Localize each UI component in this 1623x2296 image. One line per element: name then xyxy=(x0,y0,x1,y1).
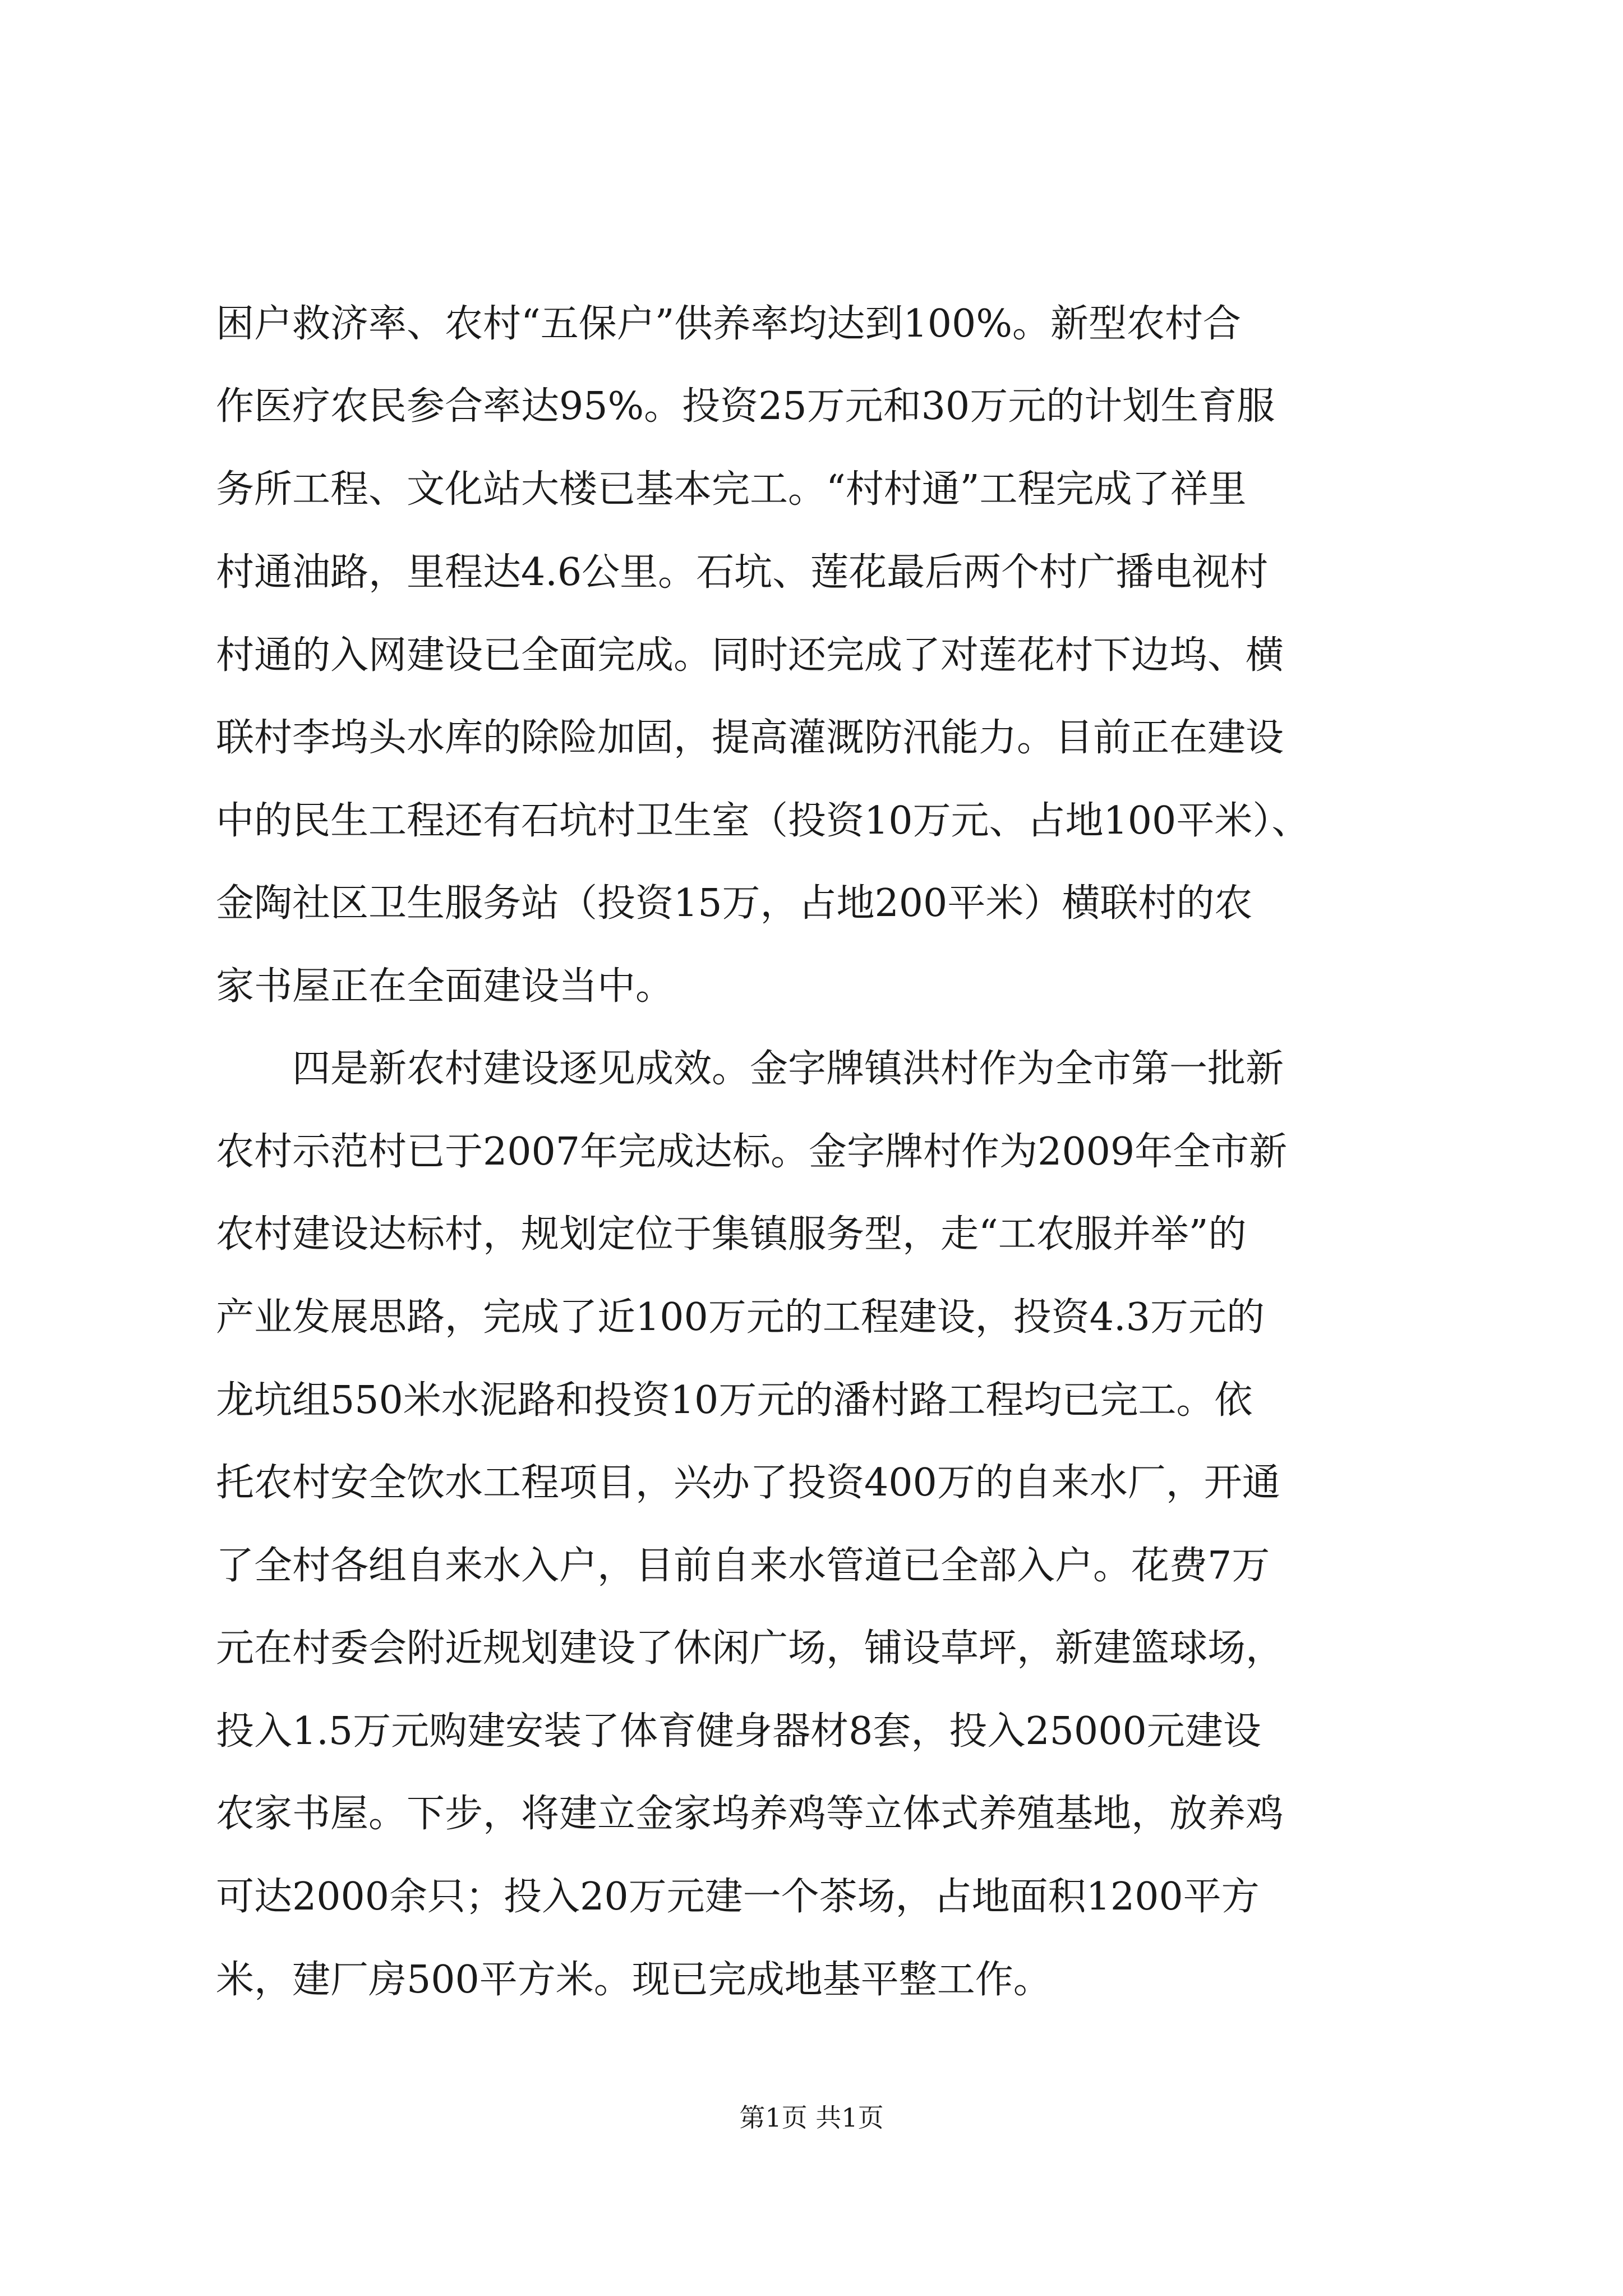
text-line: 作医疗农民参合率达95%。投资25万元和30万元的计划生育服 xyxy=(216,384,1275,429)
text-line: 农村示范村已于2007年完成达标。金字牌村作为2009年全市新 xyxy=(216,1130,1288,1174)
text-line: 农家书屋。下步，将建立金家坞养鸡等立体式养殖基地，放养鸡 xyxy=(216,1792,1284,1836)
text-line: 了全村各组自来水入户，目前自来水管道已全部入户。花费7万 xyxy=(216,1544,1270,1588)
page-number-footer: 第1页 共1页 xyxy=(739,2102,884,2133)
text-line: 龙坑组550米水泥路和投资10万元的潘村路工程均已完工。依 xyxy=(216,1378,1253,1423)
text-line: 村通的入网建设已全面完成。同时还完成了对莲花村下边坞、横 xyxy=(216,633,1284,678)
text-line: 务所工程、文化站大楼已基本完工。“村村通”工程完成了祥里 xyxy=(216,467,1247,512)
text-line: 米，建厂房500平方米。现已完成地基平整工作。 xyxy=(216,1958,1052,2002)
text-line: 农村建设达标村，规划定位于集镇服务型，走“工农服并举”的 xyxy=(216,1212,1247,1257)
text-line: 投入1.5万元购建安装了体育健身器材8套，投入25000元建设 xyxy=(216,1709,1261,1754)
text-line: 村通油路，里程达4.6公里。石坑、莲花最后两个村广播电视村 xyxy=(216,550,1269,595)
text-line: 困户救济率、农村“五保户”供养率均达到100%。新型农村合 xyxy=(216,302,1241,346)
text-line: 产业发展思路，完成了近100万元的工程建设，投资4.3万元的 xyxy=(216,1295,1265,1340)
text-line: 中的民生工程还有石坑村卫生室（投资10万元、占地100平米）、 xyxy=(216,799,1310,843)
text-line: 金陶社区卫生服务站（投资15万，占地200平米）横联村的农 xyxy=(216,881,1253,926)
text-line: 元在村委会附近规划建设了休闲广场，铺设草坪，新建篮球场， xyxy=(216,1626,1284,1671)
text-line: 可达2000余只；投入20万元建一个茶场，占地面积1200平方 xyxy=(216,1875,1260,1919)
text-line: 联村李坞头水库的除险加固，提高灌溉防汛能力。目前正在建设 xyxy=(216,716,1284,760)
paragraph-start-line: 四是新农村建设逐见成效。金字牌镇洪村作为全市第一批新 xyxy=(216,1047,1284,1091)
text-line: 家书屋正在全面建设当中。 xyxy=(216,964,674,1009)
text-line: 托农村安全饮水工程项目，兴办了投资400万的自来水厂，开通 xyxy=(216,1461,1280,1505)
